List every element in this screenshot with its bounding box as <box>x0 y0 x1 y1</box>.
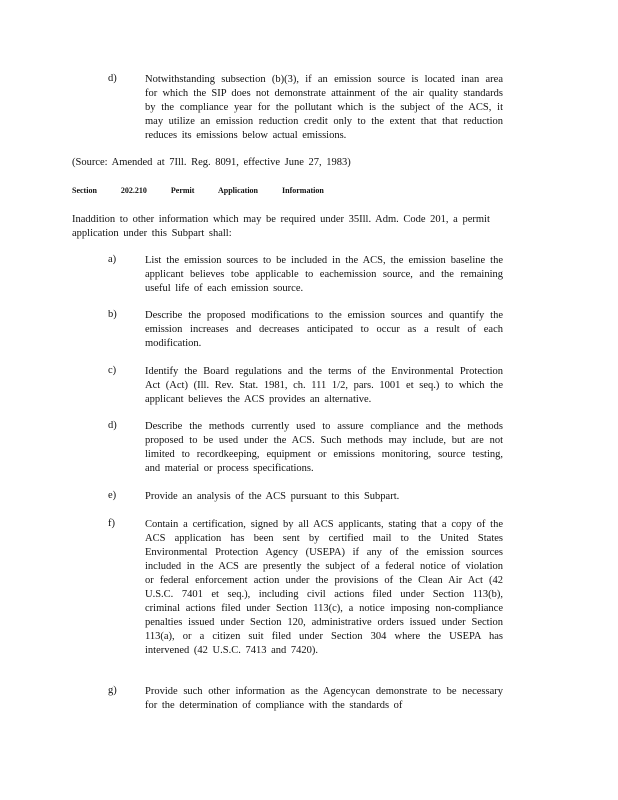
item-label: a) <box>108 254 117 265</box>
item-label: g) <box>108 685 117 696</box>
source-note: (Source: Amended at 7Ill. Reg. 8091, effective June 27, 1983) <box>72 157 351 168</box>
section-word: Section <box>72 186 97 195</box>
item-label: b) <box>108 309 117 320</box>
item-label: f) <box>108 518 115 529</box>
item-text: Identify the Board regulations and the terms of the Environmental Protection Act (Act) (Ill. Rev. Stat. 1981, ch. 111 1/2, pars. 1001 et seq.) to which the applicant believes the ACS provides an alternative. <box>145 366 503 405</box>
intro-paragraph: Inaddition to other information which may be required under 35Ill. Adm. Code 201, a permit application under this Subpart shall: <box>72 214 490 239</box>
item-text: Provide such other information as the Agencycan demonstrate to be necessary for the determination of compliance with the standards of <box>145 686 503 711</box>
item-label: e) <box>108 490 117 501</box>
item-label: d) <box>108 420 117 431</box>
section-title-part: Permit <box>170 186 195 195</box>
item-text: Describe the proposed modifications to the emission sources and quantify the emission increases and decreases anticipated to occur as a result of each modification. <box>145 310 503 349</box>
section-heading <box>72 186 346 195</box>
section-number: 202.210 <box>120 186 147 195</box>
item-label: d) <box>108 73 117 84</box>
section-title-part: Information <box>282 186 324 195</box>
item-text: Notwithstanding subsection (b)(3), if an emission source is located inan area for which the SIP does not demonstrate attainment of the air quality standards by the compliance year for the pollutant which is the subject of the ACS, it may utilize an emission reduction credit only to the extent that that reduction reduces its emissions below actual emissions. <box>145 74 503 141</box>
item-text: List the emission sources to be included in the ACS, the emission baseline the applicant believes tobe applicable to eachemission source, and the remaining useful life of each emission source. <box>145 255 503 294</box>
item-label: c) <box>108 365 117 376</box>
item-text: Provide an analysis of the ACS pursuant to this Subpart. <box>145 491 400 502</box>
item-text: Contain a certification, signed by all ACS applicants, stating that a copy of the ACS application has been sent by certified mail to the United States Environmental Protection Agency (USEPA) if any of the emission sources included in the ACS are presently the subject of a federal notice of violation or federal enforcement action under the provisions of the Clean Air Act (42 U.S.C. 7401 et seq.), including civil actions filed under Section 113(b), criminal actions filed under Section 113(c), a notice imposing non-compliance penalties issued under Section 120, administrative orders issued under Section 113(a), or a citizen suit filed under Section 304 where the USEPA has intervened (42 U.S.C. 7413 and 7420). <box>145 519 503 656</box>
item-text: Describe the methods currently used to assure compliance and the methods proposed to be used under the ACS. Such methods may include, but are not limited to recordkeeping, equipment or emissions monitoring, source testing, and material or process specifications. <box>145 421 503 474</box>
section-title-part: Application <box>218 186 259 195</box>
